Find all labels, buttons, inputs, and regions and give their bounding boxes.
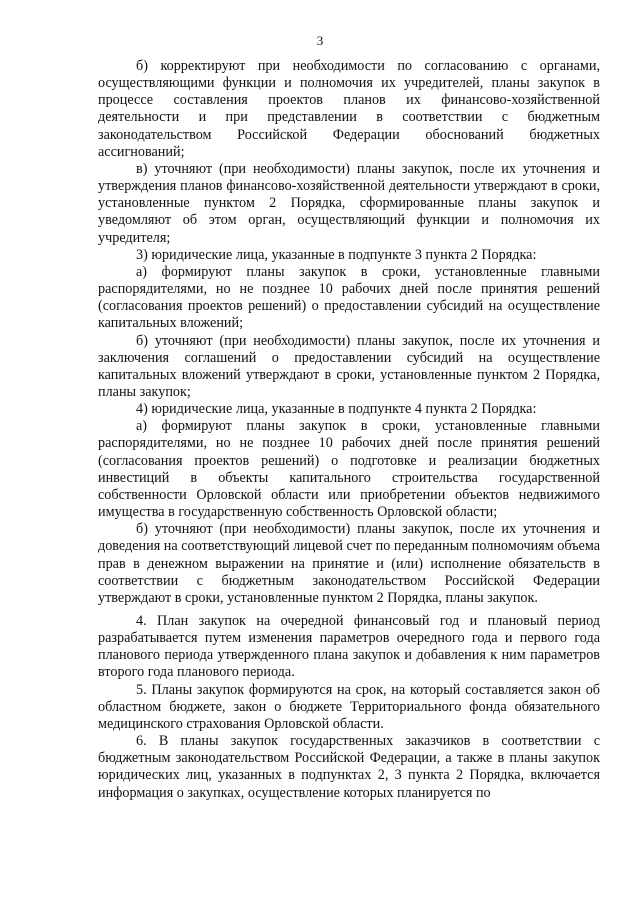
paragraph-3a-form: а) формируют планы закупок в сроки, установленные главными распорядителями, но не позднее 10 рабочих дней после принятия решений (согласования проектов решений) о предоставлении субсидий на осуществление капитальных вложений; bbox=[98, 263, 600, 332]
paragraph-point-4: 4. План закупок на очередной финансовый год и плановый период разрабатывается путем изменения параметров очередного года и первого года планового периода утвержденного плана закупок и добавления к ним параметров второго года планового периода. bbox=[98, 613, 600, 681]
paragraph-4-legal-entities: 4) юридические лица, указанные в подпункте 4 пункта 2 Порядка: bbox=[136, 401, 537, 418]
paragraph-4b-refine: б) уточняют (при необходимости) планы закупок, после их уточнения и доведения на соответствующий лицевой счет по переданным полномочиям объема прав в денежном выражении на принятие и (или) исполнение обязательств в соответствии с бюджетным законодательством Российской Федерации утверждают в сроки, установленные пунктом 2 Порядка, планы закупок. bbox=[98, 521, 601, 606]
paragraph-3b-refine: б) уточняют (при необходимости) планы закупок, после их уточнения и заключения соглашений о предоставлении субсидий на осуществление капитальных вложений утверждают в сроки, установленные пунктом 2 Порядка, планы закупок; bbox=[98, 332, 600, 400]
paragraph-v-refine: в) уточняют (при необходимости) планы закупок, после их уточнения и утверждения планов финансово-хозяйственной деятельности утверждают в сроки, установленные пунктом 2 Порядка, сформированные планы закупок и уведомляют об этом орган, осуществляющий функции и полномочия их учредителя; bbox=[98, 160, 600, 246]
paragraph-point-6: 6. В планы закупок государственных заказчиков в соответствии с бюджетным законодательством Российской Федерации, а также в планы закупок юридических лиц, указанных в подпунктах 2, 3 пункта 2 Порядка, включается информация о закупках, осуществление которых планируется по bbox=[98, 733, 600, 801]
paragraph-4a-form: а) формируют планы закупок в сроки, установленные главными распорядителями, но не позднее 10 рабочих дней после принятия решений (согласования проектов решений) о подготовке и реализации бюджетных инвестиций в объекты капитального строительства государственной собственности Орловской области или приобретении объектов недвижимого имущества в государственную собственность Орловской области; bbox=[98, 418, 600, 521]
page-number: 3 bbox=[316, 33, 324, 48]
document-body bbox=[98, 58, 600, 802]
paragraph-point-5: 5. Планы закупок формируются на срок, на который составляется закон об областном бюджете, закон о бюджете Территориального фонда обязательного медицинского страхования Орловской области. bbox=[98, 681, 600, 732]
paragraph-3-legal-entities: 3) юридические лица, указанные в подпункте 3 пункта 2 Порядка: bbox=[136, 246, 537, 263]
paragraph-b-adjust: б) корректируют при необходимости по согласованию с органами, осуществляющими функции и полномочия их учредителей, планы закупок в процессе составления проектов планов их финансово-хозяйственной деятельности и при представлении в соответствии с бюджетным законодательством Российской Федерации обоснований бюджетных ассигнований; bbox=[98, 58, 600, 160]
